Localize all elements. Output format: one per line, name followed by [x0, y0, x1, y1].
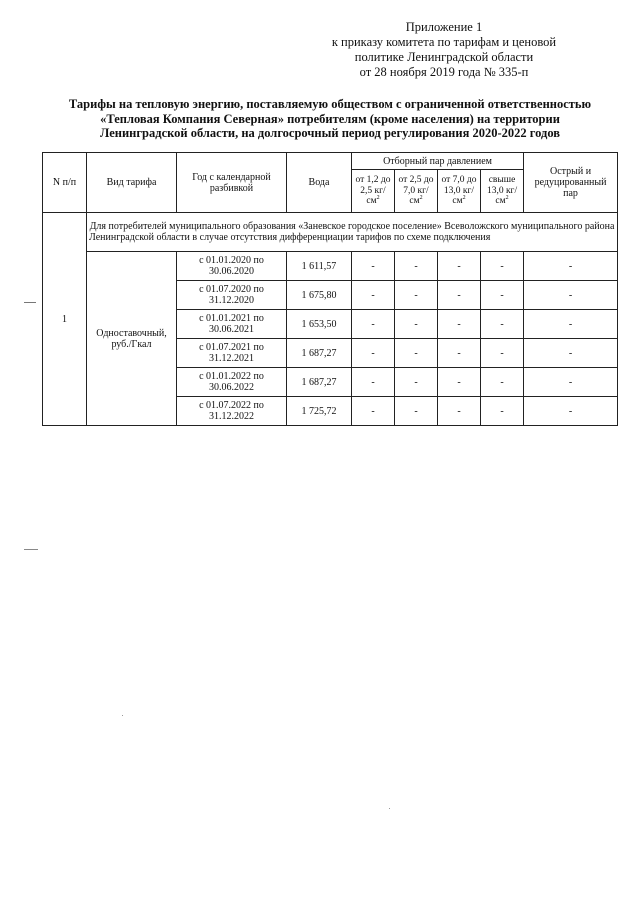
sharp-value: -: [524, 310, 618, 339]
p4-value: -: [481, 281, 524, 310]
water-value: 1 725,72: [287, 397, 352, 426]
p3-value: -: [438, 252, 481, 281]
p2-value: -: [395, 368, 438, 397]
p2-value: -: [395, 397, 438, 426]
table-row: [43, 252, 618, 281]
appendix-line-4: от 28 ноября 2019 года № 335-п: [359, 65, 529, 79]
scan-mark: [24, 302, 36, 303]
header-tariff-type: Вид тарифа: [87, 153, 177, 213]
scan-speck: [122, 715, 123, 716]
p1-value: -: [352, 252, 395, 281]
p3-value: -: [438, 339, 481, 368]
p4-value: -: [481, 310, 524, 339]
water-value: 1 687,27: [287, 368, 352, 397]
scan-speck: [389, 808, 390, 809]
p3-value: -: [438, 310, 481, 339]
period-cell: с 01.01.2022 по 30.06.2022: [177, 368, 287, 397]
sharp-value: -: [524, 397, 618, 426]
sharp-value: -: [524, 252, 618, 281]
p4-value: -: [481, 368, 524, 397]
appendix-header: [294, 20, 594, 80]
p1-value: -: [352, 368, 395, 397]
p2-value: -: [395, 339, 438, 368]
row-number: 1: [43, 213, 87, 426]
p3-value: -: [438, 397, 481, 426]
header-sharp-steam: Острый и редуцированный пар: [524, 153, 618, 213]
header-steam-group: Отборный пар давлением: [352, 153, 524, 170]
header-water: Вода: [287, 153, 352, 213]
p1-value: -: [352, 310, 395, 339]
p2-value: -: [395, 281, 438, 310]
p1-value: -: [352, 397, 395, 426]
p4-value: -: [481, 252, 524, 281]
p4-value: -: [481, 339, 524, 368]
tariff-table: [42, 152, 618, 426]
p2-value: -: [395, 310, 438, 339]
period-cell: с 01.01.2021 по 30.06.2021: [177, 310, 287, 339]
period-cell: с 01.07.2021 по 31.12.2021: [177, 339, 287, 368]
document-title: [40, 97, 620, 141]
appendix-line-1: Приложение 1: [405, 20, 483, 34]
sharp-value: -: [524, 339, 618, 368]
p3-value: -: [438, 368, 481, 397]
header-pressure-3: от 7,0 до 13,0 $кг/см^2$: [438, 170, 481, 213]
sharp-value: -: [524, 281, 618, 310]
water-value: 1 611,57: [287, 252, 352, 281]
appendix-line-3: политике Ленинградской области: [354, 50, 534, 64]
appendix-line-2: к приказу комитета по тарифам и ценовой: [331, 35, 557, 49]
p3-value: -: [438, 281, 481, 310]
header-pressure-1: от 1,2 до 2,5 $кг/см^2$: [352, 170, 395, 213]
tariff-type-cell: Одноставочный, руб./Гкал: [87, 252, 177, 426]
p2-value: -: [395, 252, 438, 281]
header-pressure-2: от 2,5 до 7,0 $кг/см^2$: [395, 170, 438, 213]
p1-value: -: [352, 339, 395, 368]
title-line-2: «Тепловая Компания Северная» потребителям (кроме населения) на территории: [100, 111, 560, 126]
p1-value: -: [352, 281, 395, 310]
scan-mark: [24, 549, 38, 550]
period-cell: с 01.01.2020 по 30.06.2020: [177, 252, 287, 281]
header-pressure-4: свыше 13,0 $кг/см^2$: [481, 170, 524, 213]
header-num: N п/п: [43, 153, 87, 213]
water-value: 1 653,50: [287, 310, 352, 339]
water-value: 1 687,27: [287, 339, 352, 368]
period-cell: с 01.07.2022 по 31.12.2022: [177, 397, 287, 426]
period-cell: с 01.07.2020 по 31.12.2020: [177, 281, 287, 310]
p4-value: -: [481, 397, 524, 426]
title-line-1: Тарифы на тепловую энергию, поставляемую обществом с ограниченной ответственностью: [68, 97, 592, 111]
header-year: Год с календарной разбивкой: [177, 153, 287, 213]
title-line-3: Ленинградской области, на долгосрочный период регулирования 2020-2022 годов: [99, 126, 561, 140]
water-value: 1 675,80: [287, 281, 352, 310]
sharp-value: -: [524, 368, 618, 397]
consumer-description: Для потребителей муниципального образования «Заневское городское поселение» Всеволожского муниципального района Ленинградской области в случае отсутствия дифференциации тарифов по схеме подключения: [87, 213, 618, 252]
